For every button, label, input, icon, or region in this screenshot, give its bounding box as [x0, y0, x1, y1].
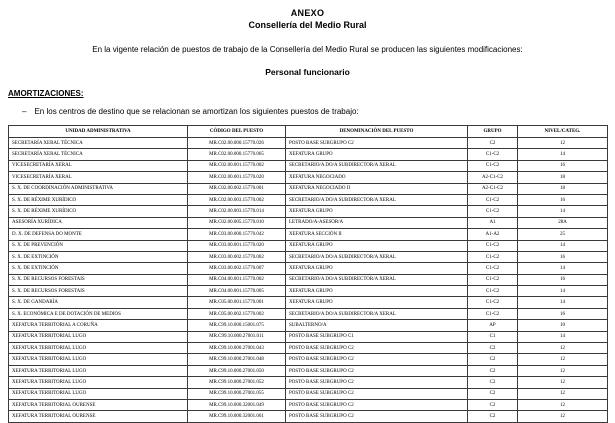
level-cell: 16 [518, 251, 608, 262]
code-cell: MR.C05.00.002.15770.002 [188, 308, 286, 319]
denomination-cell: SECRETARIO/A DO/A SUBDIRECTOR/A XERAL [286, 274, 468, 285]
code-cell: MR.C99.10.000.27001.043 [188, 343, 286, 354]
table-row [9, 138, 608, 149]
header-grupo: GRUPO [468, 126, 518, 138]
code-cell: MR.C05.00.001.15770.001 [188, 297, 286, 308]
level-cell: 14 [518, 149, 608, 160]
unit-cell: XEFATURA TERRITORIAL LUGO [9, 377, 188, 388]
code-cell: MR.C99.10.000.27001.011 [188, 331, 286, 342]
header-nivel-categ: NIVEL/CATEG. [518, 126, 608, 138]
denomination-cell: XEFATURA SECCIÓN II [286, 229, 468, 240]
denomination-cell: XEFATURA GRUPO [286, 286, 468, 297]
unit-cell: SECRETARÍA XERAL TÉCNICA [9, 149, 188, 160]
unit-cell: S. X. DE EXTINCIÓN [9, 251, 188, 262]
denomination-cell: XEFATURA GRUPO [286, 240, 468, 251]
annex-title: ANEXO [290, 8, 325, 18]
denomination-cell: SECRETARIO/A DO/A SUBDIRECTOR/A XERAL [286, 160, 468, 171]
level-cell: 14 [518, 240, 608, 251]
unit-cell: D. X. DE DEFENSA DO MONTE [9, 229, 188, 240]
group-cell: C2 [468, 354, 518, 365]
table-header [9, 126, 608, 138]
bullet-line [8, 107, 607, 116]
unit-cell: S. X. DE PREVENCIÓN [9, 240, 188, 251]
code-cell: MR.C99.10.000.27001.048 [188, 354, 286, 365]
group-cell: C1-C2 [468, 308, 518, 319]
group-cell: C1-C2 [468, 194, 518, 205]
unit-cell: S. X. DE COORDINACIÓN ADMINISTRATIVA [9, 183, 188, 194]
table-row [9, 149, 608, 160]
header-unidad-administrativa: UNIDAD ADMINISTRATIVA [9, 126, 188, 138]
table-row [9, 217, 608, 228]
code-cell: MR.C99.10.000.27001.052 [188, 377, 286, 388]
level-cell: 18 [518, 172, 608, 183]
unit-cell: XEFATURA TERRITORIAL LUGO [9, 354, 188, 365]
group-cell: A1-A2 [468, 229, 518, 240]
table-row [9, 377, 608, 388]
level-cell: 12 [518, 411, 608, 422]
level-cell: 12 [518, 343, 608, 354]
group-cell: C1-C2 [468, 286, 518, 297]
unit-cell: VICESECRETARÍA XERAL [9, 160, 188, 171]
group-cell: C2 [468, 138, 518, 149]
code-cell: MR.C04.00.001.15770.002 [188, 274, 286, 285]
table-row [9, 274, 608, 285]
unit-cell: S. X. DE RECURSOS FORESTAIS [9, 274, 188, 285]
denomination-cell: POSTO BASE SUBGRUPO C2 [286, 399, 468, 410]
group-cell: C1-C2 [468, 149, 518, 160]
unit-cell: S. X. DE RECURSOS FORESTAIS [9, 286, 188, 297]
unit-cell: VICESECRETARÍA XERAL [9, 172, 188, 183]
unit-cell: XEFATURA TERRITORIAL LUGO [9, 331, 188, 342]
group-cell: A2-C1-C2 [468, 172, 518, 183]
denomination-cell: LETRADO/A-ASESOR/A [286, 217, 468, 228]
group-cell: A2-C1-C2 [468, 183, 518, 194]
level-cell: 10 [518, 320, 608, 331]
denomination-cell: XEFATURA NEGOCIADO [286, 172, 468, 183]
code-cell: MR.C02.00.001.15770.002 [188, 160, 286, 171]
denomination-cell: POSTO BASE SUBGRUPO C1 [286, 331, 468, 342]
level-cell: 16 [518, 160, 608, 171]
group-cell: C2 [468, 388, 518, 399]
table-row [9, 263, 608, 274]
code-cell: MR.C02.00.000.15770.026 [188, 138, 286, 149]
table-row [9, 297, 608, 308]
denomination-cell: POSTO BASE SUBGRUPO C2 [286, 354, 468, 365]
group-cell: C1-C2 [468, 160, 518, 171]
group-cell: C2 [468, 399, 518, 410]
level-cell: 14 [518, 297, 608, 308]
unit-cell: XEFATURA TERRITORIAL A CORUÑA [9, 320, 188, 331]
group-cell: C1-C2 [468, 263, 518, 274]
unit-cell: S. X. DE RÉXIME XURÍDICO [9, 206, 188, 217]
amortizaciones-heading: AMORTIZACIONES: [8, 89, 84, 98]
table-row [9, 160, 608, 171]
level-cell: 14 [518, 331, 608, 342]
group-cell: C2 [468, 365, 518, 376]
unit-cell: S. X. DE RÉXIME XURÍDICO [9, 194, 188, 205]
code-cell: MR.C02.00.005.15770.010 [188, 217, 286, 228]
level-cell: 12 [518, 138, 608, 149]
table-row [9, 229, 608, 240]
group-cell: C1-C2 [468, 240, 518, 251]
code-cell: MR.C03.00.000.15770.042 [188, 229, 286, 240]
denomination-cell: POSTO BASE SUBGRUPO C2 [286, 343, 468, 354]
table-row [9, 172, 608, 183]
header-denominacion-puesto: DENOMINACIÓN DEL PUESTO [286, 126, 468, 138]
level-cell: 12 [518, 354, 608, 365]
code-cell: MR.C99.10.000.27001.055 [188, 388, 286, 399]
unit-cell: S. X. DE EXTINCIÓN [9, 263, 188, 274]
denomination-cell: POSTO BASE SUBGRUPO C2 [286, 411, 468, 422]
level-cell: 16 [518, 274, 608, 285]
bullet-text: En los centros de destino que se relacionan se amortizan los siguientes puestos de trabajo: [34, 107, 359, 116]
table-row [9, 343, 608, 354]
table-row [9, 354, 608, 365]
code-cell: MR.C02.00.000.15770.065 [188, 149, 286, 160]
level-cell: 25 [518, 229, 608, 240]
denomination-cell: XEFATURA GRUPO [286, 297, 468, 308]
unit-cell: XEFATURA TERRITORIAL LUGO [9, 343, 188, 354]
level-cell: 12 [518, 399, 608, 410]
level-cell: 18 [518, 183, 608, 194]
unit-cell: XEFATURA TERRITORIAL LUGO [9, 365, 188, 376]
unit-cell: S. X. ECONÓMICA E DE DOTACIÓN DE MEDIOS [9, 308, 188, 319]
level-cell: 14 [518, 206, 608, 217]
group-cell: C2 [468, 377, 518, 388]
unit-cell: XEFATURA TERRITORIAL LUGO [9, 388, 188, 399]
bullet-dash: – [22, 107, 27, 116]
table-row [9, 320, 608, 331]
table-row [9, 183, 608, 194]
group-cell: C2 [468, 411, 518, 422]
code-cell: MR.C02.00.003.15770.002 [188, 194, 286, 205]
denomination-cell: XEFATURA GRUPO [286, 263, 468, 274]
section-title: Personal funcionario [265, 67, 350, 77]
group-cell: AP [468, 320, 518, 331]
denomination-cell: XEFATURA GRUPO [286, 149, 468, 160]
denomination-cell: XEFATURA NEGOCIADO II [286, 183, 468, 194]
group-cell: C1-C2 [468, 206, 518, 217]
table-body [9, 138, 608, 423]
denomination-cell: POSTO BASE SUBGRUPO C2 [286, 365, 468, 376]
table-row [9, 194, 608, 205]
denomination-cell: SECRETARIO/A DO/A SUBDIRECTOR/A XERAL [286, 308, 468, 319]
denomination-cell: POSTO BASE SUBGRUPO C2 [286, 377, 468, 388]
denomination-cell: POSTO BASE SUBGRUPO C2 [286, 388, 468, 399]
group-cell: C1-C2 [468, 274, 518, 285]
level-cell: 14 [518, 286, 608, 297]
posts-table [8, 125, 608, 423]
level-cell: 16 [518, 308, 608, 319]
table-row [9, 365, 608, 376]
code-cell: MR.C02.00.002.15770.001 [188, 183, 286, 194]
denomination-cell: SECRETARIO/A DO/A SUBDIRECTOR/A XERAL [286, 251, 468, 262]
denomination-cell: SECRETARIO/A DO/A SUBDIRECTOR/A XERAL [286, 194, 468, 205]
group-cell: C1-C2 [468, 297, 518, 308]
unit-cell: XEFATURA TERRITORIAL OURENSE [9, 399, 188, 410]
table-row [9, 206, 608, 217]
code-cell: MR.C02.00.001.15770.020 [188, 172, 286, 183]
code-cell: MR.C99.10.000.32001.049 [188, 399, 286, 410]
unit-cell: SECRETARÍA XERAL TÉCNICA [9, 138, 188, 149]
unit-cell: S. X. DE GANDARÍA [9, 297, 188, 308]
intro-paragraph: En la vigente relación de puestos de trabajo de la Consellería del Medio Rural se producen las siguientes modificaciones: [92, 45, 523, 54]
table-row [9, 331, 608, 342]
level-cell: 12 [518, 365, 608, 376]
code-cell: MR.C99.10.000.32001.061 [188, 411, 286, 422]
level-cell: 14 [518, 263, 608, 274]
table-row [9, 251, 608, 262]
group-cell: C1-C2 [468, 251, 518, 262]
code-cell: MR.C99.10.000.15001.075 [188, 320, 286, 331]
denomination-cell: SUBALTERNO/A [286, 320, 468, 331]
code-cell: MR.C03.00.002.15770.007 [188, 263, 286, 274]
group-cell: C2 [468, 343, 518, 354]
level-cell: 28A [518, 217, 608, 228]
code-cell: MR.C99.10.000.27001.050 [188, 365, 286, 376]
table-header-row [9, 126, 608, 138]
code-cell: MR.C03.00.001.15770.020 [188, 240, 286, 251]
code-cell: MR.C04.00.001.15770.005 [188, 286, 286, 297]
header-codigo-puesto: CÓDIGO DEL PUESTO [188, 126, 286, 138]
group-cell: C1 [468, 331, 518, 342]
level-cell: 16 [518, 194, 608, 205]
table-row [9, 388, 608, 399]
denomination-cell: POSTO BASE SUBGRUPO C2 [286, 138, 468, 149]
table-row [9, 411, 608, 422]
denomination-cell: XEFATURA GRUPO [286, 206, 468, 217]
group-cell: A1 [468, 217, 518, 228]
unit-cell: ASESORÍA XURÍDICA [9, 217, 188, 228]
code-cell: MR.C02.00.003.15770.014 [188, 206, 286, 217]
table-row [9, 399, 608, 410]
code-cell: MR.C03.00.002.15770.002 [188, 251, 286, 262]
department-title: Consellería del Medio Rural [248, 20, 367, 30]
table-row [9, 286, 608, 297]
table-row [9, 308, 608, 319]
table-row [9, 240, 608, 251]
unit-cell: XEFATURA TERRITORIAL OURENSE [9, 411, 188, 422]
level-cell: 12 [518, 377, 608, 388]
level-cell: 12 [518, 388, 608, 399]
